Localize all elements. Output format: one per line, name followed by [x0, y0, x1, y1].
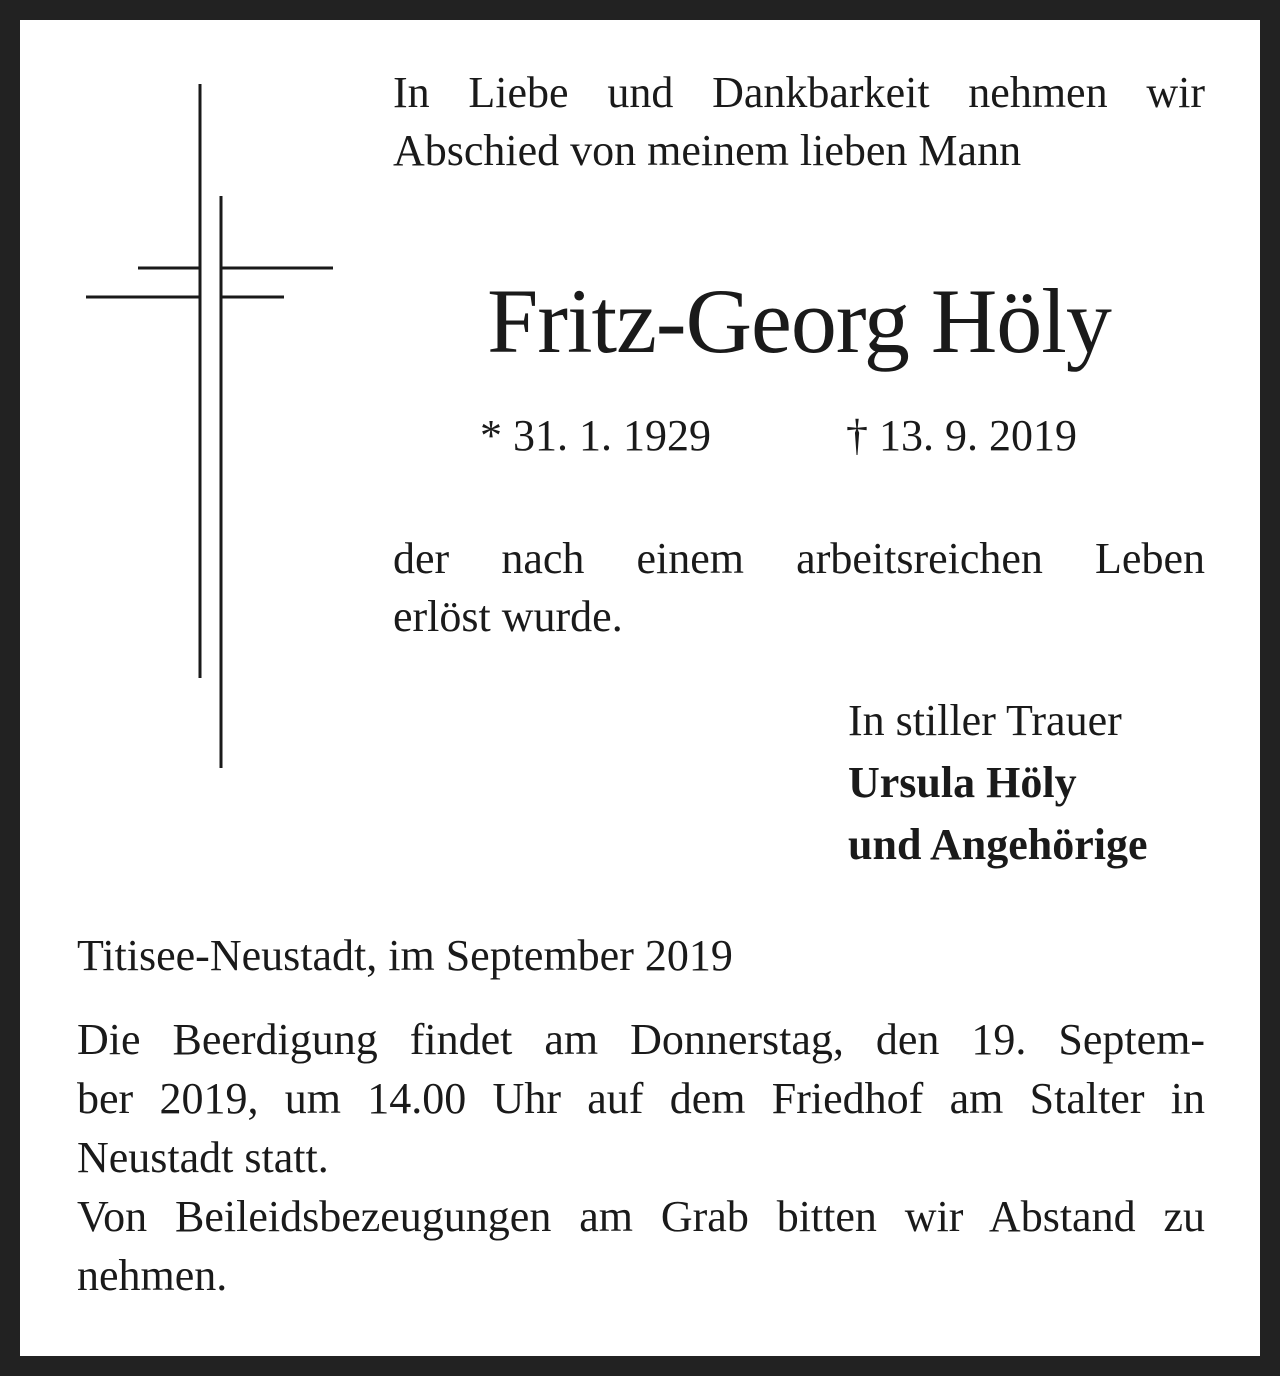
- life-dates: [480, 408, 1077, 464]
- funeral-line-5: nehmen.: [77, 1251, 228, 1300]
- life-line-1: der nach einem arbeitsreichen Leben: [393, 534, 1205, 583]
- intro-line-1: In Liebe und Dankbarkeit nehmen wir: [393, 68, 1205, 117]
- mourner-name: Ursula Höly: [848, 758, 1077, 807]
- funeral-line-4: Von Beileidsbezeugungen am Grab bitten wir Abstand zu: [77, 1192, 1205, 1241]
- birth-date: * 31. 1. 1929: [480, 411, 711, 460]
- death-date: † 13. 9. 2019: [846, 411, 1077, 460]
- funeral-line-3: Neustadt statt.: [77, 1133, 329, 1182]
- mourning-line: In stiller Trauer: [848, 696, 1122, 745]
- intro-line-2: Abschied von meinem lieben Mann: [393, 126, 1022, 175]
- place-date: Titisee-Neustadt, im September 2019: [77, 931, 733, 980]
- mourner-relatives: und Angehörige: [848, 820, 1148, 869]
- funeral-line-2: ber 2019, um 14.00 Uhr auf dem Friedhof am Stalter in: [77, 1074, 1205, 1123]
- life-text: [393, 530, 1205, 646]
- deceased-name: Fritz-Georg Höly: [487, 270, 1111, 372]
- funeral-info: [77, 1010, 1205, 1305]
- signature-block: [848, 690, 1148, 876]
- intro-text: [393, 64, 1205, 180]
- funeral-line-1: Die Beerdigung findet am Donnerstag, den 19. Septem-: [77, 1015, 1205, 1064]
- life-line-2: erlöst wurde.: [393, 592, 623, 641]
